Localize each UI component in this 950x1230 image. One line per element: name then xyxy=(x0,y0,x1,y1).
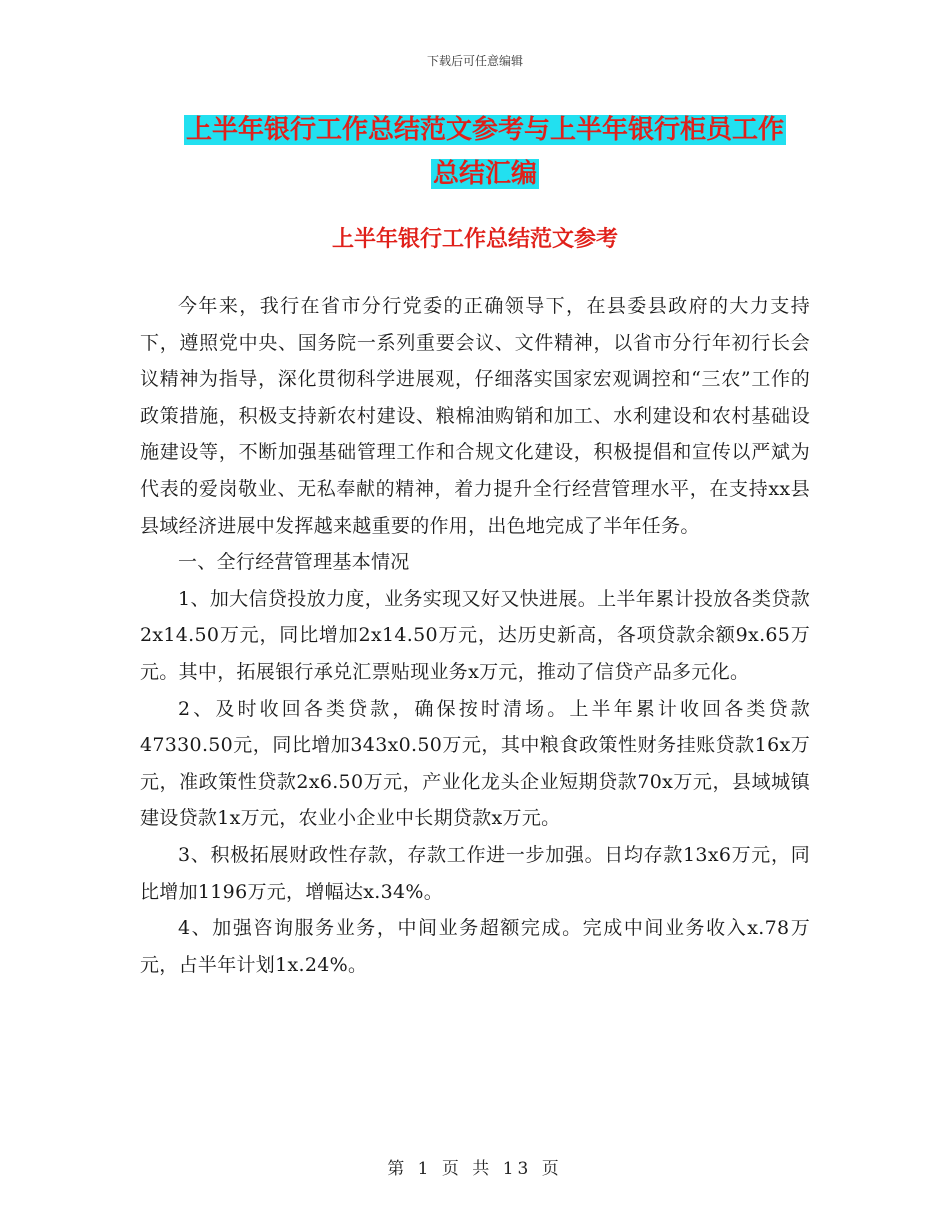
paragraph-heading-1: 一、全行经营管理基本情况 xyxy=(178,551,410,574)
paragraph-item-2: 2、及时收回各类贷款，确保按时清场。上半年累计收回各类贷款47330.50元，同比增加343x0.50万元，其中粮食政策性财务挂账贷款16x万元，准政策性贷款2x6.50万元，产业化龙头企业短期贷款70x万元，县域城镇建设贷款1x万元，农业小企业中长期贷款x万元。 xyxy=(140,697,810,830)
header-note: 下载后可任意编辑 xyxy=(426,54,523,68)
page-number: 第 1 页 共 13 页 xyxy=(387,1159,563,1179)
document-title-line-2: 总结汇编 xyxy=(432,159,537,189)
document-title xyxy=(140,108,830,196)
paragraph-item-1: 1、加大信贷投放力度，业务实现又好又快进展。上半年累计投放各类贷款2x14.50万元，同比增加2x14.50万元，达历史新高，各项贷款余额9x.65万元。其中，拓展银行承兑汇票贴现业务x万元，推动了信贷产品多元化。 xyxy=(140,587,810,683)
document-body xyxy=(140,288,810,983)
paragraph-item-4: 4、加强咨询服务业务，中间业务超额完成。完成中间业务收入x.78万元，占半年计划1x.24%。 xyxy=(140,917,810,976)
document-title-line-1: 上半年银行工作总结范文参考与上半年银行柜员工作 xyxy=(185,115,784,145)
paragraph-item-3: 3、积极拓展财政性存款，存款工作进一步加强。日均存款13x6万元，同比增加1196万元，增幅达x.34%。 xyxy=(140,843,810,903)
section-title: 上半年银行工作总结范文参考 xyxy=(331,226,618,252)
paragraph-intro: 今年来，我行在省市分行党委的正确领导下，在县委县政府的大力支持下，遵照党中央、国务院一系列重要会议、文件精神，以省市分行年初行长会议精神为指导，深化贯彻科学进展观，仔细落实国家宏观调控和“三农”工作的政策措施，积极支持新农村建设、粮棉油购销和加工、水利建设和农村基础设施建设等，不断加强基础管理工作和合规文化建设，积极提倡和宣传以严斌为代表的爱岗敬业、无私奉献的精神，着力提升全行经营管理水平，在支持xx县县域经济进展中发挥越来越重要的作用，出色地完成了半年任务。 xyxy=(140,295,810,537)
